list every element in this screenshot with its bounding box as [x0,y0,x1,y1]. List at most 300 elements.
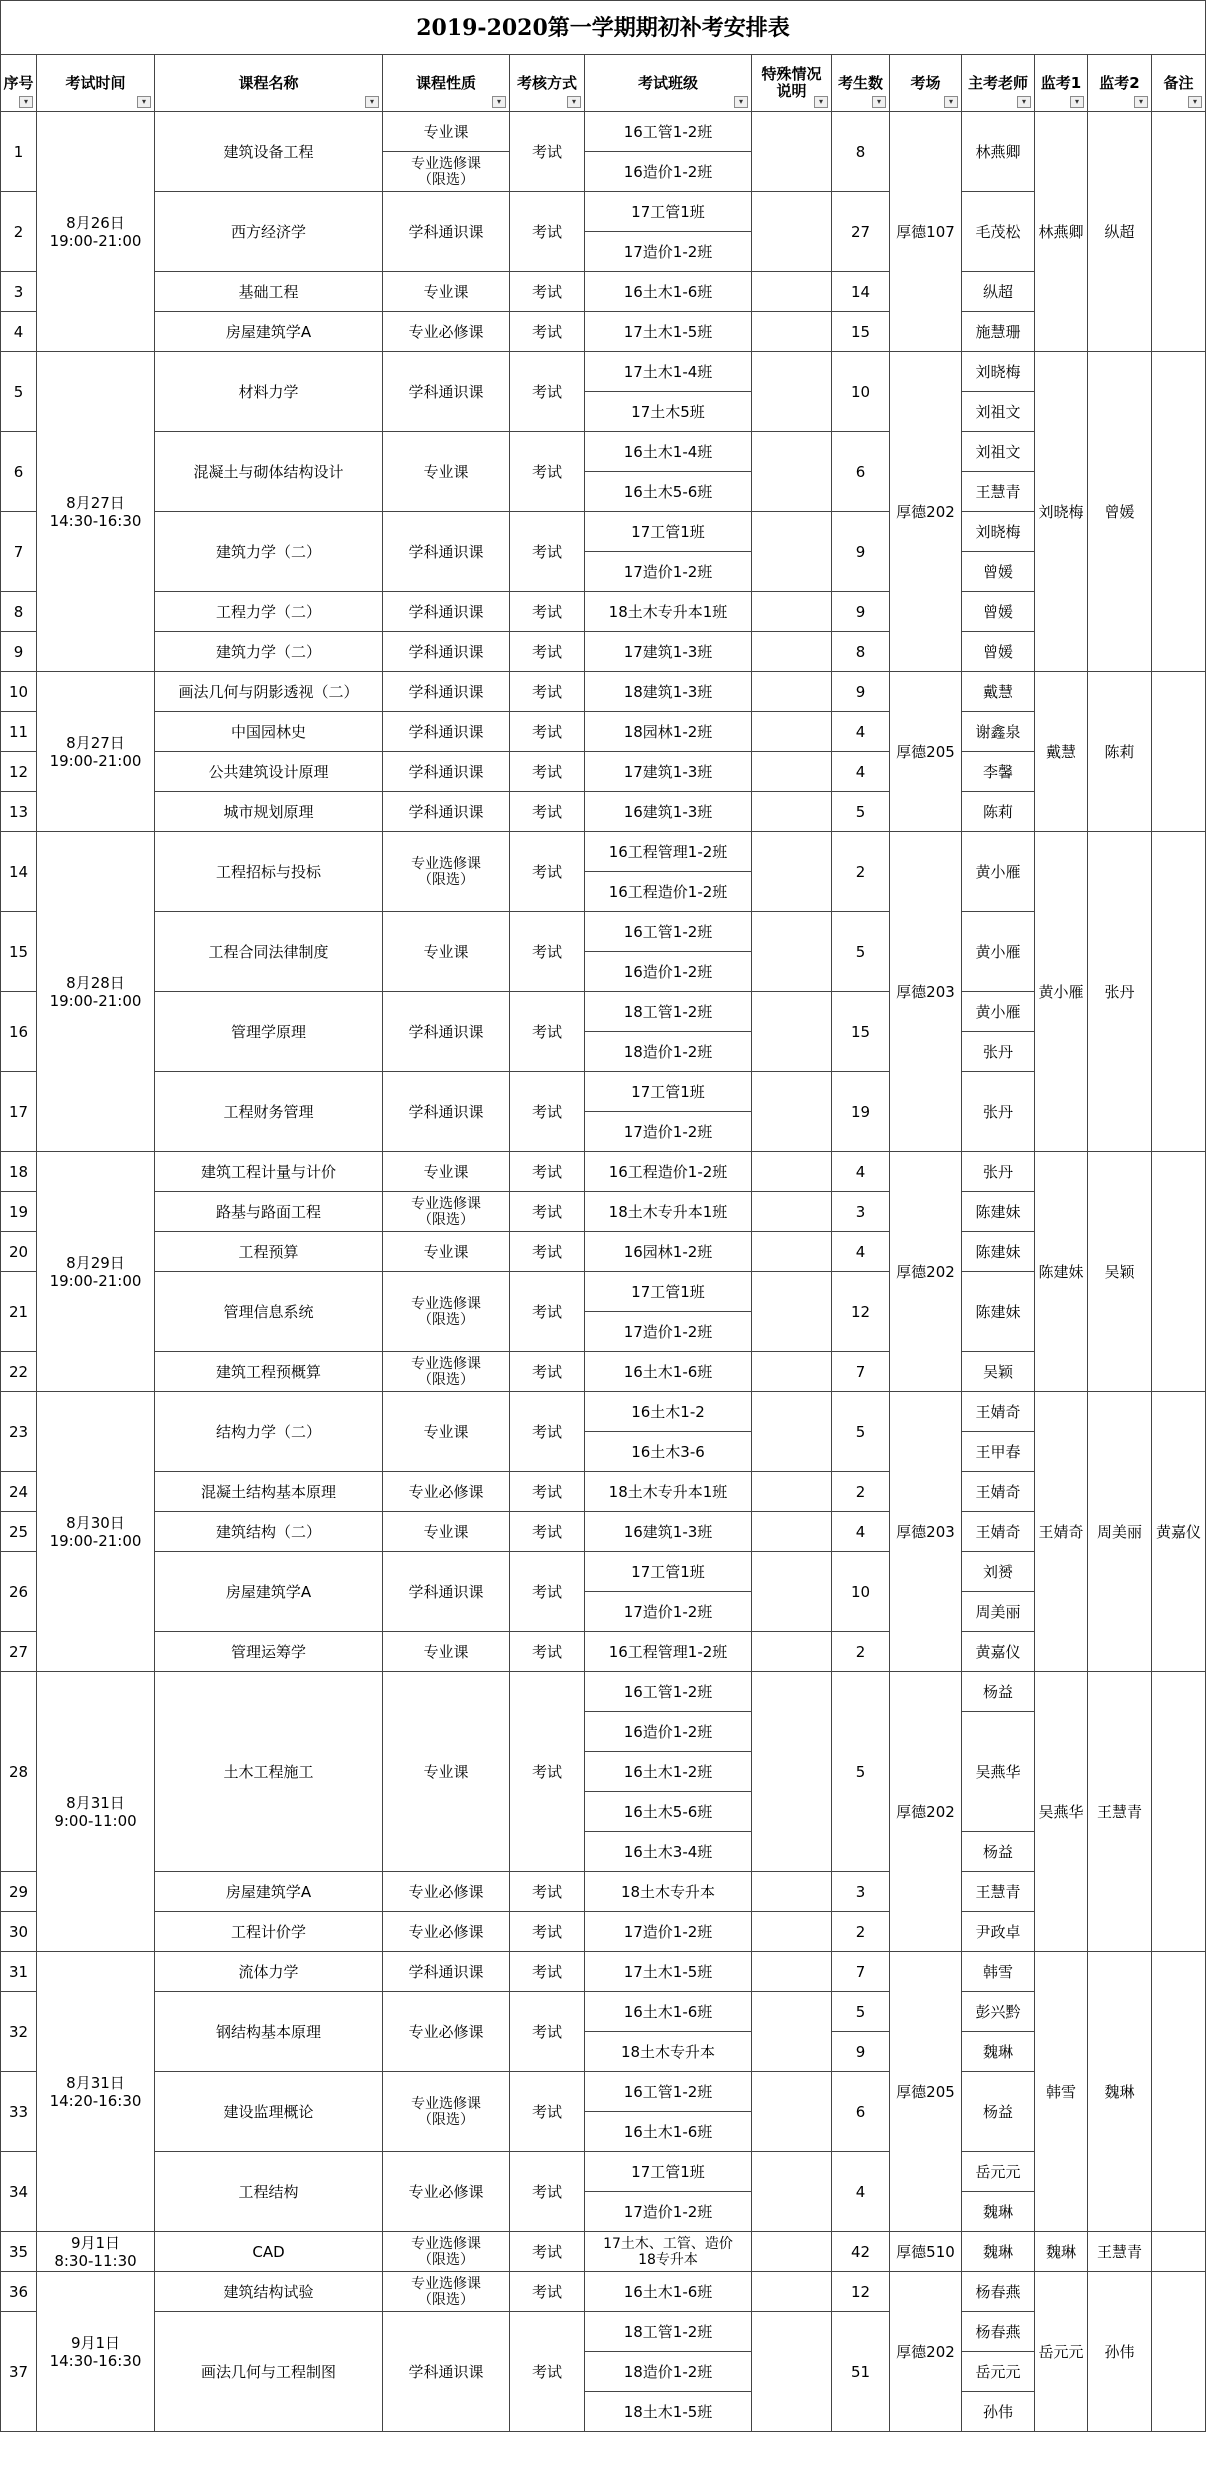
course-name: 公共建筑设计原理 [155,752,383,792]
head-teacher: 魏琳 [962,2192,1035,2232]
assessment-method: 考试 [510,1952,585,1992]
assessment-method: 考试 [510,1472,585,1512]
special-note [752,792,832,832]
head-teacher: 王慧青 [962,472,1035,512]
course-type: 专业课 [383,272,510,312]
course-name: 西方经济学 [155,192,383,272]
row-number: 19 [0,1192,37,1232]
column-header: 考试时间 ▾ [37,55,155,112]
row-number: 26 [0,1552,37,1632]
course-type: 学科通识课 [383,752,510,792]
course-name: 管理信息系统 [155,1272,383,1352]
column-header: 考试班级 ▾ [585,55,752,112]
exam-class: 17土木5班 [585,392,752,432]
course-name: 流体力学 [155,1952,383,1992]
course-type: 学科通识课 [383,192,510,272]
proctor-2: 王慧青 [1088,1672,1152,1952]
assessment-method: 考试 [510,992,585,1072]
assessment-method: 考试 [510,1272,585,1352]
special-note [752,1232,832,1272]
assessment-method: 考试 [510,592,585,632]
assessment-method: 考试 [510,1632,585,1672]
special-note [752,312,832,352]
special-note [752,992,832,1072]
head-teacher: 岳元元 [962,2152,1035,2192]
exam-class: 16工程造价1-2班 [585,872,752,912]
head-teacher: 岳元元 [962,2352,1035,2392]
student-count: 14 [832,272,890,312]
exam-time: 8月30日 19:00-21:00 [37,1392,155,1672]
exam-class: 16土木1-6班 [585,2112,752,2152]
course-type: 学科通识课 [383,592,510,632]
course-name: CAD [155,2232,383,2272]
assessment-method: 考试 [510,1232,585,1272]
assessment-method: 考试 [510,912,585,992]
sheet-title: 2019-2020第一学期期初补考安排表 [0,0,1206,55]
course-type: 专业必修课 [383,1992,510,2072]
dropdown-arrow-icon[interactable]: ▾ [814,96,828,108]
course-type: 专业必修课 [383,1472,510,1512]
exam-class: 17土木1-4班 [585,352,752,392]
course-name: 混凝土与砌体结构设计 [155,432,383,512]
course-type: 专业必修课 [383,312,510,352]
row-number: 21 [0,1272,37,1352]
exam-class: 17工管1班 [585,1552,752,1592]
exam-class: 18工管1-2班 [585,2312,752,2352]
special-note [752,112,832,192]
assessment-method: 考试 [510,1352,585,1392]
exam-room: 厚德203 [890,832,962,1152]
exam-class: 16工管1-2班 [585,2072,752,2112]
exam-room: 厚德205 [890,1952,962,2232]
head-teacher: 刘祖文 [962,432,1035,472]
assessment-method: 考试 [510,712,585,752]
student-count: 9 [832,512,890,592]
exam-class: 16土木5-6班 [585,1792,752,1832]
student-count: 3 [832,1872,890,1912]
course-name: 工程结构 [155,2152,383,2232]
dropdown-arrow-icon[interactable]: ▾ [1017,96,1031,108]
course-type: 学科通识课 [383,672,510,712]
student-count: 5 [832,1992,890,2032]
head-teacher: 刘晓梅 [962,352,1035,392]
row-number: 30 [0,1912,37,1952]
exam-class: 17造价1-2班 [585,232,752,272]
student-count: 12 [832,1272,890,1352]
proctor-1: 刘晓梅 [1035,352,1088,672]
course-name: 城市规划原理 [155,792,383,832]
head-teacher: 魏琳 [962,2232,1035,2272]
exam-class: 18造价1-2班 [585,2352,752,2392]
exam-class: 17工管1班 [585,192,752,232]
head-teacher: 杨益 [962,1832,1035,1872]
course-name: 土木工程施工 [155,1672,383,1872]
remark [1152,672,1206,832]
assessment-method: 考试 [510,312,585,352]
proctor-1: 戴慧 [1035,672,1088,832]
exam-class: 17土木、工管、造价 18专升本 [585,2232,752,2272]
student-count: 2 [832,1472,890,1512]
student-count: 3 [832,1192,890,1232]
student-count: 10 [832,1552,890,1632]
course-name: 工程预算 [155,1232,383,1272]
row-number: 24 [0,1472,37,1512]
assessment-method: 考试 [510,1912,585,1952]
student-count: 15 [832,992,890,1072]
row-number: 27 [0,1632,37,1672]
student-count: 5 [832,1672,890,1872]
course-type: 专业选修课 （限选） [383,832,510,912]
course-type: 专业课 [383,1632,510,1672]
exam-time: 8月26日 19:00-21:00 [37,112,155,352]
proctor-2: 纵超 [1088,112,1152,352]
course-type: 学科通识课 [383,512,510,592]
course-type: 学科通识课 [383,1072,510,1152]
exam-class: 16工程造价1-2班 [585,1152,752,1192]
dropdown-arrow-icon[interactable]: ▾ [137,96,151,108]
student-count: 51 [832,2312,890,2432]
row-number: 22 [0,1352,37,1392]
exam-class: 17造价1-2班 [585,1112,752,1152]
exam-class: 18土木专升本 [585,1872,752,1912]
exam-room: 厚德202 [890,352,962,672]
remark [1152,112,1206,352]
course-name: 建筑力学（二） [155,632,383,672]
head-teacher: 黄嘉仪 [962,1632,1035,1672]
head-teacher: 陈建妹 [962,1272,1035,1352]
head-teacher: 李馨 [962,752,1035,792]
student-count: 2 [832,1632,890,1672]
dropdown-arrow-icon[interactable]: ▾ [567,96,581,108]
exam-room: 厚德107 [890,112,962,352]
assessment-method: 考试 [510,752,585,792]
student-count: 4 [832,2152,890,2232]
head-teacher: 王婧奇 [962,1472,1035,1512]
exam-class: 17建筑1-3班 [585,632,752,672]
exam-class: 16建筑1-3班 [585,1512,752,1552]
exam-class: 17土木1-5班 [585,312,752,352]
exam-class: 16土木5-6班 [585,472,752,512]
assessment-method: 考试 [510,1192,585,1232]
student-count: 8 [832,112,890,192]
exam-class: 18土木专升本1班 [585,592,752,632]
exam-class: 16工程管理1-2班 [585,1632,752,1672]
head-teacher: 韩雪 [962,1952,1035,1992]
exam-class: 16造价1-2班 [585,952,752,992]
course-name: 建筑工程计量与计价 [155,1152,383,1192]
course-type: 专业必修课 [383,1912,510,1952]
exam-room: 厚德202 [890,2272,962,2432]
assessment-method: 考试 [510,2312,585,2432]
course-name: 画法几何与工程制图 [155,2312,383,2432]
student-count: 5 [832,912,890,992]
proctor-2: 魏琳 [1088,1952,1152,2232]
dropdown-arrow-icon[interactable]: ▾ [944,96,958,108]
assessment-method: 考试 [510,2072,585,2152]
exam-class: 18土木专升本1班 [585,1192,752,1232]
column-header: 主考老师 ▾ [962,55,1035,112]
student-count: 4 [832,1512,890,1552]
row-number: 32 [0,1992,37,2072]
special-note [752,1152,832,1192]
dropdown-arrow-icon[interactable]: ▾ [1134,96,1148,108]
exam-class: 18建筑1-3班 [585,672,752,712]
exam-room: 厚德205 [890,672,962,832]
assessment-method: 考试 [510,1872,585,1912]
proctor-2: 吴颖 [1088,1152,1152,1392]
course-name: 工程力学（二） [155,592,383,632]
assessment-method: 考试 [510,632,585,672]
course-name: 房屋建筑学A [155,312,383,352]
remark [1152,1152,1206,1392]
special-note [752,1352,832,1392]
row-number: 9 [0,632,37,672]
head-teacher: 吴燕华 [962,1712,1035,1832]
exam-class: 16工管1-2班 [585,112,752,152]
exam-class: 17工管1班 [585,1272,752,1312]
row-number: 4 [0,312,37,352]
course-name: 建筑结构（二） [155,1512,383,1552]
student-count: 6 [832,2072,890,2152]
special-note [752,1632,832,1672]
exam-class: 16工管1-2班 [585,1672,752,1712]
remark [1152,2272,1206,2432]
assessment-method: 考试 [510,832,585,912]
special-note [752,432,832,512]
special-note [752,352,832,432]
row-number: 37 [0,2312,37,2432]
student-count: 19 [832,1072,890,1152]
head-teacher: 王慧青 [962,1872,1035,1912]
student-count: 42 [832,2232,890,2272]
assessment-method: 考试 [510,1552,585,1632]
column-header: 考生数 ▾ [832,55,890,112]
head-teacher: 周美丽 [962,1592,1035,1632]
assessment-method: 考试 [510,272,585,312]
course-type: 专业选修课 （限选） [383,2232,510,2272]
student-count: 4 [832,1152,890,1192]
head-teacher: 黄小雁 [962,912,1035,992]
proctor-1: 王婧奇 [1035,1392,1088,1672]
exam-class: 17造价1-2班 [585,1312,752,1352]
dropdown-arrow-icon[interactable]: ▾ [365,96,379,108]
column-header: 备注 ▾ [1152,55,1206,112]
head-teacher: 黄小雁 [962,832,1035,912]
student-count: 5 [832,792,890,832]
course-type: 学科通识课 [383,992,510,1072]
row-number: 8 [0,592,37,632]
student-count: 15 [832,312,890,352]
exam-class: 17造价1-2班 [585,1592,752,1632]
row-number: 29 [0,1872,37,1912]
special-note [752,592,832,632]
proctor-1: 魏琳 [1035,2232,1088,2272]
head-teacher: 王甲春 [962,1432,1035,1472]
proctor-1: 吴燕华 [1035,1672,1088,1952]
special-note [752,1512,832,1552]
dropdown-arrow-icon[interactable]: ▾ [1070,96,1084,108]
column-header: 课程性质 ▾ [383,55,510,112]
exam-time: 8月31日 14:20-16:30 [37,1952,155,2232]
exam-class: 16土木3-4班 [585,1832,752,1872]
remark [1152,832,1206,1152]
row-number: 1 [0,112,37,192]
assessment-method: 考试 [510,1072,585,1152]
special-note [752,1192,832,1232]
head-teacher: 纵超 [962,272,1035,312]
head-teacher: 孙伟 [962,2392,1035,2432]
special-note [752,1912,832,1952]
head-teacher: 杨益 [962,1672,1035,1712]
course-type: 学科通识课 [383,712,510,752]
row-number: 35 [0,2232,37,2272]
head-teacher: 杨益 [962,2072,1035,2152]
proctor-2: 陈莉 [1088,672,1152,832]
dropdown-arrow-icon[interactable]: ▾ [492,96,506,108]
row-number: 31 [0,1952,37,1992]
row-number: 20 [0,1232,37,1272]
head-teacher: 张丹 [962,1072,1035,1152]
course-type: 专业选修课 （限选） [383,152,510,192]
exam-room: 厚德202 [890,1152,962,1392]
row-number: 23 [0,1392,37,1472]
remark [1152,1952,1206,2232]
course-name: 工程计价学 [155,1912,383,1952]
special-note [752,272,832,312]
assessment-method: 考试 [510,1512,585,1552]
dropdown-arrow-icon[interactable]: ▾ [734,96,748,108]
course-type: 学科通识课 [383,1952,510,1992]
special-note [752,192,832,272]
special-note [752,1472,832,1512]
exam-time: 8月27日 14:30-16:30 [37,352,155,672]
dropdown-arrow-icon[interactable]: ▾ [872,96,886,108]
course-name: 管理运筹学 [155,1632,383,1672]
course-name: 房屋建筑学A [155,1552,383,1632]
student-count: 9 [832,2032,890,2072]
exam-class: 17工管1班 [585,2152,752,2192]
course-type: 专业课 [383,1152,510,1192]
row-number: 12 [0,752,37,792]
row-number: 6 [0,432,37,512]
course-name: 画法几何与阴影透视（二） [155,672,383,712]
exam-class: 16造价1-2班 [585,1712,752,1752]
exam-class: 18土木专升本1班 [585,1472,752,1512]
exam-time: 8月29日 19:00-21:00 [37,1152,155,1392]
head-teacher: 魏琳 [962,2032,1035,2072]
course-type: 专业选修课 （限选） [383,1352,510,1392]
exam-class: 16工管1-2班 [585,912,752,952]
head-teacher: 陈莉 [962,792,1035,832]
course-type: 专业选修课 （限选） [383,2072,510,2152]
special-note [752,2312,832,2432]
proctor-2: 曾媛 [1088,352,1152,672]
course-name: 基础工程 [155,272,383,312]
course-type: 专业选修课 （限选） [383,1192,510,1232]
remark: 黄嘉仪 [1152,1392,1206,1672]
head-teacher: 陈建妹 [962,1192,1035,1232]
head-teacher: 王婧奇 [962,1512,1035,1552]
student-count: 8 [832,632,890,672]
exam-class: 16土木1-6班 [585,1992,752,2032]
exam-class: 16土木1-6班 [585,1352,752,1392]
assessment-method: 考试 [510,2152,585,2232]
exam-class: 17工管1班 [585,1072,752,1112]
course-type: 专业课 [383,1672,510,1872]
head-teacher: 杨春燕 [962,2312,1035,2352]
exam-room: 厚德203 [890,1392,962,1672]
course-name: 房屋建筑学A [155,1872,383,1912]
course-type: 专业选修课 （限选） [383,2272,510,2312]
exam-class: 18土木1-5班 [585,2392,752,2432]
exam-class: 16土木1-2班 [585,1752,752,1792]
course-name: 混凝土结构基本原理 [155,1472,383,1512]
exam-class: 17建筑1-3班 [585,752,752,792]
assessment-method: 考试 [510,1152,585,1192]
column-header: 监考2 ▾ [1088,55,1152,112]
student-count: 4 [832,752,890,792]
column-header: 课程名称 ▾ [155,55,383,112]
row-number: 25 [0,1512,37,1552]
proctor-1: 韩雪 [1035,1952,1088,2232]
exam-room: 厚德510 [890,2232,962,2272]
proctor-2: 孙伟 [1088,2272,1152,2432]
proctor-1: 黄小雁 [1035,832,1088,1152]
column-header: 特殊情况 说明 ▾ [752,55,832,112]
proctor-1: 林燕卿 [1035,112,1088,352]
row-number: 10 [0,672,37,712]
dropdown-arrow-icon[interactable]: ▾ [19,96,33,108]
exam-class: 18土木专升本 [585,2032,752,2072]
exam-class: 16造价1-2班 [585,152,752,192]
row-number: 11 [0,712,37,752]
special-note [752,1952,832,1992]
remark [1152,352,1206,672]
head-teacher: 吴颖 [962,1352,1035,1392]
course-name: 建筑力学（二） [155,512,383,592]
head-teacher: 施慧珊 [962,312,1035,352]
student-count: 4 [832,1232,890,1272]
dropdown-arrow-icon[interactable]: ▾ [1188,96,1202,108]
row-number: 3 [0,272,37,312]
exam-time: 9月1日 14:30-16:30 [37,2272,155,2432]
exam-room: 厚德202 [890,1672,962,1952]
special-note [752,832,832,912]
student-count: 27 [832,192,890,272]
head-teacher: 杨春燕 [962,2272,1035,2312]
student-count: 6 [832,432,890,512]
student-count: 12 [832,2272,890,2312]
column-header: 考核方式 ▾ [510,55,585,112]
proctor-2: 周美丽 [1088,1392,1152,1672]
student-count: 2 [832,1912,890,1952]
student-count: 4 [832,712,890,752]
special-note [752,2152,832,2232]
exam-class: 17土木1-5班 [585,1952,752,1992]
head-teacher: 谢鑫泉 [962,712,1035,752]
head-teacher: 刘赟 [962,1552,1035,1592]
row-number: 17 [0,1072,37,1152]
special-note [752,712,832,752]
exam-time: 9月1日 8:30-11:30 [37,2232,155,2272]
exam-class: 17造价1-2班 [585,1912,752,1952]
column-header: 监考1 ▾ [1035,55,1088,112]
head-teacher: 黄小雁 [962,992,1035,1032]
student-count: 7 [832,1952,890,1992]
course-name: 路基与路面工程 [155,1192,383,1232]
exam-class: 18园林1-2班 [585,712,752,752]
row-number: 2 [0,192,37,272]
